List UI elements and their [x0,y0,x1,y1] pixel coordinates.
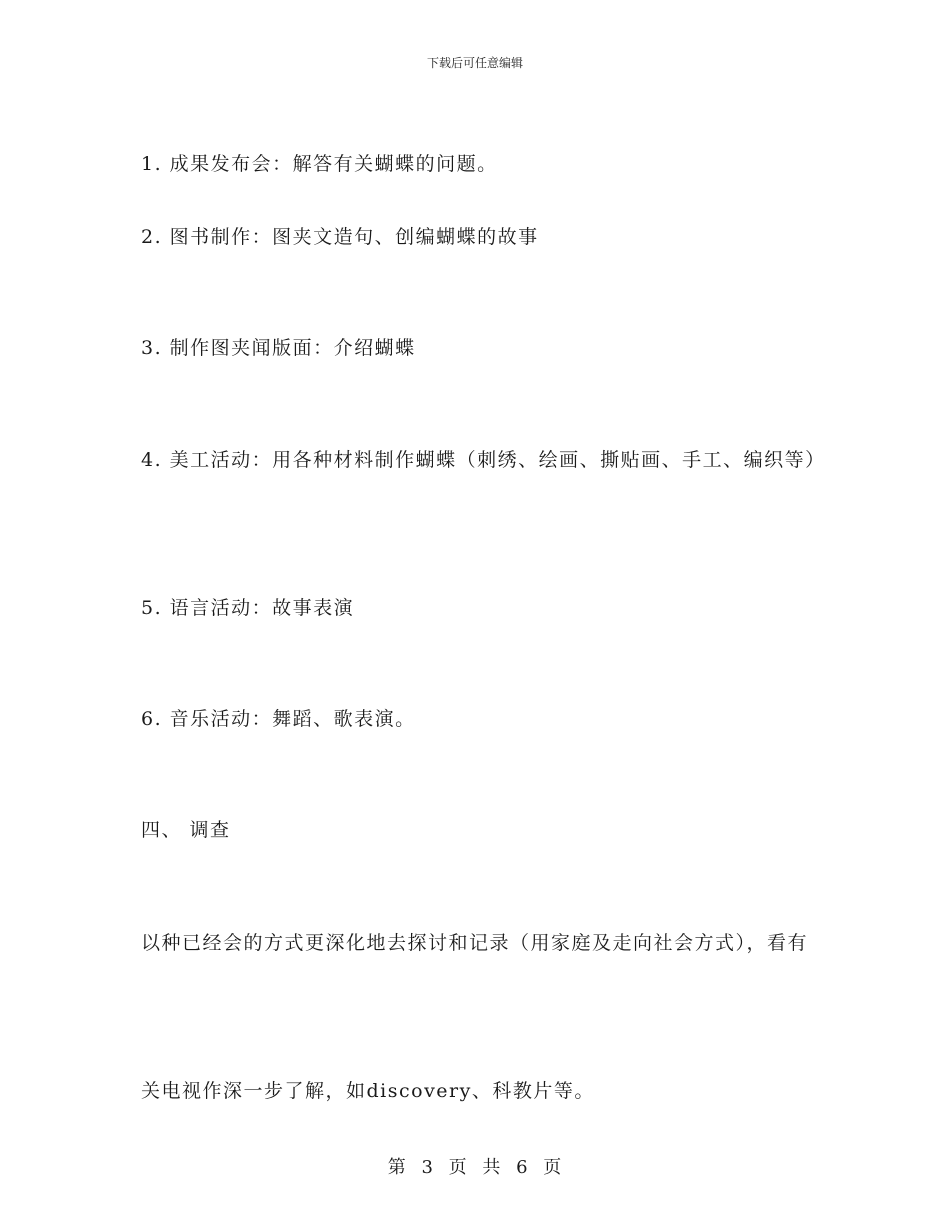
list-item-4: 4. 美工活动：用各种材料制作蝴蝶（刺绣、绘画、撕贴画、手工、编织等） [141,449,826,471]
list-item-3: 3. 制作图夹闻版面：介绍蝴蝶 [141,337,416,359]
section-heading-survey: 四、 调查 [141,819,231,841]
list-item-5: 5. 语言活动：故事表演 [141,597,355,619]
body-paragraph-2: 关电视作深一步了解，如discovery、科教片等。 [141,1080,595,1102]
list-item-6: 6. 音乐活动：舞蹈、歌表演。 [141,708,416,730]
page-number-footer: 第 3 页 共 6 页 [387,1157,563,1178]
list-item-1: 1. 成果发布会：解答有关蝴蝶的问题。 [141,153,498,175]
page-header: 下载后可任意编辑 [426,56,523,70]
body-paragraph-1: 以种已经会的方式更深化地去探讨和记录（用家庭及走向社会方式），看有 [141,932,809,954]
list-item-2: 2. 图书制作：图夹文造句、创编蝴蝶的故事 [141,226,539,248]
